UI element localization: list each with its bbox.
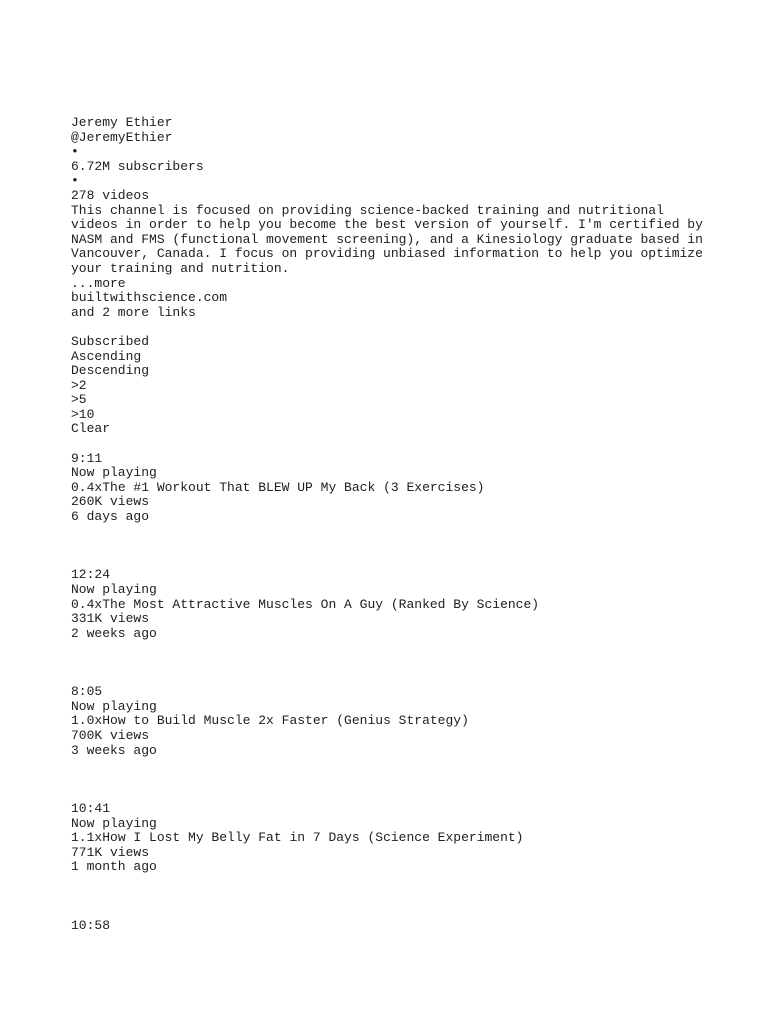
video-count: 278 videos <box>71 187 150 203</box>
video-views: 331K views <box>71 611 150 627</box>
video-title-link[interactable] <box>71 598 711 613</box>
more-links-button[interactable]: and 2 more links <box>71 304 196 320</box>
video-duration: 8:05 <box>71 684 103 700</box>
now-playing-label: Now playing <box>71 698 157 714</box>
description-more-button[interactable]: ...more <box>71 275 126 291</box>
video-duration: 10:41 <box>71 800 111 816</box>
spacer <box>71 875 711 919</box>
channel-page <box>71 116 711 933</box>
playback-speed: 1.1x <box>71 830 103 846</box>
meta-separator: • <box>71 144 79 160</box>
video-age: 3 weeks ago <box>71 742 157 758</box>
video-age: 6 days ago <box>71 509 150 525</box>
video-item[interactable] <box>71 802 711 875</box>
video-title: How to Build Muscle 2x Faster (Genius Strategy) <box>102 713 469 729</box>
video-views: 260K views <box>71 494 150 510</box>
now-playing-label: Now playing <box>71 465 157 481</box>
sort-ascending-button[interactable]: Ascending <box>71 348 142 364</box>
spacer <box>71 320 711 335</box>
video-list <box>71 452 711 934</box>
video-age: 1 month ago <box>71 859 157 875</box>
spacer <box>71 641 711 685</box>
sort-descending-button[interactable]: Descending <box>71 363 150 379</box>
now-playing-label: Now playing <box>71 582 157 598</box>
video-duration: 12:24 <box>71 567 111 583</box>
video-views: 771K views <box>71 844 150 860</box>
video-item[interactable] <box>71 568 711 641</box>
video-duration: 10:58 <box>71 917 111 933</box>
video-item[interactable] <box>71 452 711 525</box>
video-title-link[interactable] <box>71 714 711 729</box>
channel-description: This channel is focused on providing science-backed training and nutritional videos in order to help you become the best version of yourself. I'm certified by NASM and FMS (functional movement screening), and a Kinesiology graduate based in Vancouver, Canada. I focus on providing unbiased information to help you optimize your training and nutrition. <box>71 202 703 276</box>
clear-button[interactable]: Clear <box>71 421 111 437</box>
playback-speed: 1.0x <box>71 713 103 729</box>
playback-speed: 0.4x <box>71 596 103 612</box>
subscribed-button[interactable]: Subscribed <box>71 333 150 349</box>
channel-controls <box>71 335 711 437</box>
video-title-link[interactable] <box>71 481 711 496</box>
spacer <box>71 758 711 802</box>
video-title: The Most Attractive Muscles On A Guy (Ranked By Science) <box>102 596 540 612</box>
video-title: The #1 Workout That BLEW UP My Back (3 Exercises) <box>102 479 485 495</box>
now-playing-label: Now playing <box>71 815 157 831</box>
video-item[interactable] <box>71 919 711 934</box>
filter-5-button[interactable]: >5 <box>71 392 87 408</box>
video-title: How I Lost My Belly Fat in 7 Days (Science Experiment) <box>102 830 524 846</box>
channel-header <box>71 116 711 320</box>
video-duration: 9:11 <box>71 450 103 466</box>
subscriber-count: 6.72M subscribers <box>71 158 204 174</box>
video-title-link[interactable] <box>71 831 711 846</box>
channel-handle[interactable]: @JeremyEthier <box>71 129 173 145</box>
spacer <box>71 437 711 452</box>
channel-link[interactable]: builtwithscience.com <box>71 290 228 306</box>
playback-speed: 0.4x <box>71 479 103 495</box>
filter-2-button[interactable]: >2 <box>71 377 87 393</box>
filter-10-button[interactable]: >10 <box>71 406 95 422</box>
spacer <box>71 525 711 569</box>
meta-separator: • <box>71 173 79 189</box>
video-age: 2 weeks ago <box>71 625 157 641</box>
channel-name[interactable]: Jeremy Ethier <box>71 115 173 130</box>
video-item[interactable] <box>71 685 711 758</box>
video-views: 700K views <box>71 727 150 743</box>
